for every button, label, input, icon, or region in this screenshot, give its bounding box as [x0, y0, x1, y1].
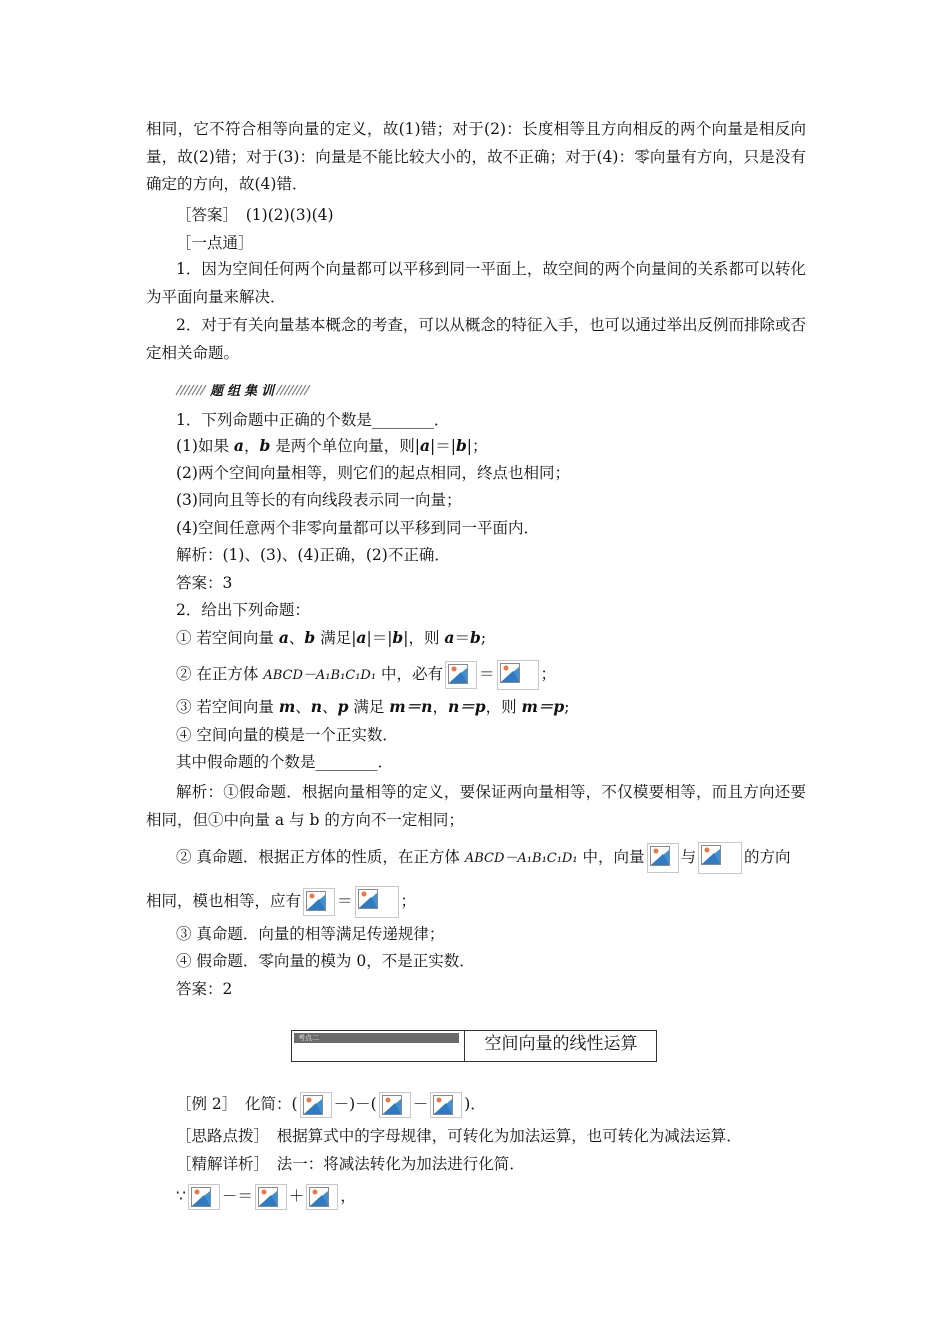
- broken-image-icon: [255, 1184, 287, 1210]
- example2-detail: ［精解详析］ 法一：将减法转化为加法进行化简．: [176, 1155, 525, 1173]
- q2-prop-2-text: ＝: [479, 665, 495, 683]
- q2-prop-2-text: ；: [540, 665, 557, 683]
- broken-image-icon: [379, 1092, 411, 1118]
- vector-b: b: [392, 628, 404, 647]
- q2-analysis-2-text: ；: [400, 892, 417, 910]
- q1-item-1-text: |；: [466, 437, 488, 455]
- q2-prop-1-text: |＝|: [366, 629, 393, 647]
- cube-name: ABCD－A₁B₁C₁D₁: [464, 851, 578, 866]
- broken-image-icon: [445, 661, 477, 689]
- q2-prop-3-text: 、: [295, 698, 311, 716]
- q1-stem: 1．下列命题中正确的个数是________．: [176, 411, 450, 429]
- example2-since: [176, 1184, 356, 1210]
- vector-a: a: [419, 436, 430, 455]
- vector-b: b: [469, 628, 481, 647]
- tip-item-1: 1．因为空间任何两个向量都可以平移到同一平面上，故空间的两个向量间的关系都可以转化为平面向量来解决．: [146, 260, 806, 306]
- example2-title: [176, 1092, 486, 1118]
- q2-prop-1-text: ＝: [454, 629, 470, 647]
- q2-prop-1-text: ① 若空间向量: [176, 629, 279, 647]
- q1-item-2: (2)两个空间向量相等，则它们的起点相同，终点也相同；: [176, 464, 570, 482]
- q2-analysis-4: ④ 假命题．零向量的模为 0，不是正实数．: [176, 952, 475, 970]
- q2-prop-3-text: 、: [322, 698, 338, 716]
- q2-prop-2-text: 中，必有: [376, 665, 444, 683]
- cube-name: ABCD－A₁B₁C₁D₁: [263, 668, 377, 683]
- example2-text: )．: [464, 1095, 486, 1113]
- vector-a: a: [278, 628, 289, 647]
- tip-title: ［一点通］: [176, 234, 254, 252]
- section-tag: 考点二: [294, 1033, 459, 1043]
- broken-image-icon: [303, 888, 335, 916]
- vector-m: m: [278, 697, 296, 716]
- q2-prop-2: [176, 660, 556, 690]
- q2-analysis-2-text: 与: [680, 848, 697, 866]
- example2-hint: ［思路点拨］ 根据算式中的字母规律，可转化为加法运算，也可转化为减法运算．: [176, 1127, 742, 1145]
- q2-prop-1-text: 满足|: [315, 629, 357, 647]
- broken-image-icon: [306, 1184, 338, 1210]
- broken-image-icon: [300, 1092, 332, 1118]
- tip-item-2: 2．对于有关向量基本概念的考查，可以从概念的特征入手，也可以通过举出反例而排除或否定相关命题。: [146, 316, 806, 362]
- intro-paragraph: 相同，它不符合相等向量的定义，故(1)错；对于(2)：长度相等且方向相反的两个向量是相反向量，故(2)错；对于(3)：向量是不能比较大小的，故不正确；对于(4)：零向量有方向，只是没有确定的方向，故(4)错．: [146, 120, 806, 193]
- q2-prop-1-text: 、: [288, 629, 305, 647]
- q2-prop-3-text: ，: [432, 698, 448, 716]
- vector-b: b: [259, 436, 271, 455]
- q1-item-1-text: |＝|: [430, 437, 456, 455]
- vector-p: p: [337, 697, 349, 716]
- section-title: 空间向量的线性运算: [484, 1034, 638, 1054]
- example2-text: ＋: [288, 1187, 305, 1205]
- q2-prop-3: [176, 697, 570, 717]
- q2-stem: 2．给出下列命题：: [176, 601, 310, 619]
- q2-prop-3-text: ，则: [485, 698, 522, 716]
- q2-prop-3-text: 满足: [348, 698, 390, 716]
- example2-text: －: [412, 1095, 429, 1113]
- q1-item-1-text: (1)如果: [176, 437, 234, 455]
- q2-prop-4: ④ 空间向量的模是一个正实数．: [176, 726, 398, 744]
- equation: m＝n: [389, 697, 433, 716]
- q2-prop-1-text: ;: [480, 629, 487, 647]
- vector-a: a: [444, 628, 455, 647]
- broken-image-icon: [188, 1184, 220, 1210]
- q2-prop-1: [176, 628, 486, 648]
- q1-item-3: (3)同向且等长的有向线段表示同一向量；: [176, 491, 462, 509]
- exercise-banner: [146, 383, 321, 401]
- broken-image-icon: [647, 843, 679, 873]
- vector-b: b: [455, 436, 467, 455]
- example2-text: －＝: [221, 1187, 253, 1205]
- q2-analysis-2-cont: [146, 886, 416, 918]
- q2-analysis-2-text: 的方向: [744, 848, 791, 866]
- example2-text: ∵: [176, 1187, 186, 1205]
- q2-analysis-1: 解析：①假命题．根据向量相等的定义，要保证两向量相等，不仅模要相等，而且方向还要相同，但①中向量 a 与 b 的方向不一定相同；: [146, 783, 806, 829]
- q2-prop-3-text: ③ 若空间向量: [176, 698, 279, 716]
- q1-item-1: [176, 436, 488, 456]
- broken-image-icon: [355, 886, 399, 918]
- q1-answer: 答案：3: [176, 574, 233, 592]
- vector-b: b: [304, 628, 316, 647]
- q1-analysis: 解析：(1)、(3)、(4)正确，(2)不正确．: [176, 546, 450, 564]
- equation: n＝p: [447, 697, 486, 716]
- exercise-banner-label: 题组集训: [210, 384, 279, 399]
- q2-analysis-2-text: 中，向量: [577, 848, 645, 866]
- section-heading: [291, 1030, 657, 1062]
- q2-prop-2-text: ② 在正方体: [176, 665, 264, 683]
- q2-analysis-3: ③ 真命题．向量的相等满足传递规律；: [176, 925, 445, 943]
- q2-answer: 答案：2: [176, 980, 233, 998]
- example2-text: －)－(: [333, 1095, 377, 1113]
- q2-prop-1-text: |，则: [403, 629, 445, 647]
- broken-image-icon: [698, 842, 742, 874]
- equation: m＝p: [521, 697, 565, 716]
- broken-image-icon: [497, 660, 539, 690]
- q2-analysis-2-text: ＝: [337, 892, 353, 910]
- example2-text: ，: [340, 1187, 356, 1205]
- section-divider: [464, 1031, 465, 1061]
- broken-image-icon: [430, 1092, 462, 1118]
- q2-analysis-2-text: 相同，模也相等，应有: [146, 892, 302, 910]
- q2-count: 其中假命题的个数是________．: [176, 753, 394, 771]
- vector-n: n: [310, 697, 323, 716]
- q2-analysis-2-text: ② 真命题．根据正方体的性质，在正方体: [176, 848, 465, 866]
- vector-a: a: [356, 628, 367, 647]
- q1-item-1-text: ，: [243, 437, 260, 455]
- example1-answer: ［答案］ (1)(2)(3)(4): [176, 206, 334, 224]
- q1-item-1-text: 是两个单位向量，则|: [270, 437, 420, 455]
- q2-analysis-2: [176, 842, 791, 874]
- example2-text: ［例 2］ 化简：(: [176, 1095, 298, 1113]
- vector-a: a: [233, 436, 244, 455]
- q2-prop-3-text: ;: [564, 698, 570, 716]
- q1-item-4: (4)空间任意两个非零向量都可以平移到同一平面内．: [176, 519, 539, 537]
